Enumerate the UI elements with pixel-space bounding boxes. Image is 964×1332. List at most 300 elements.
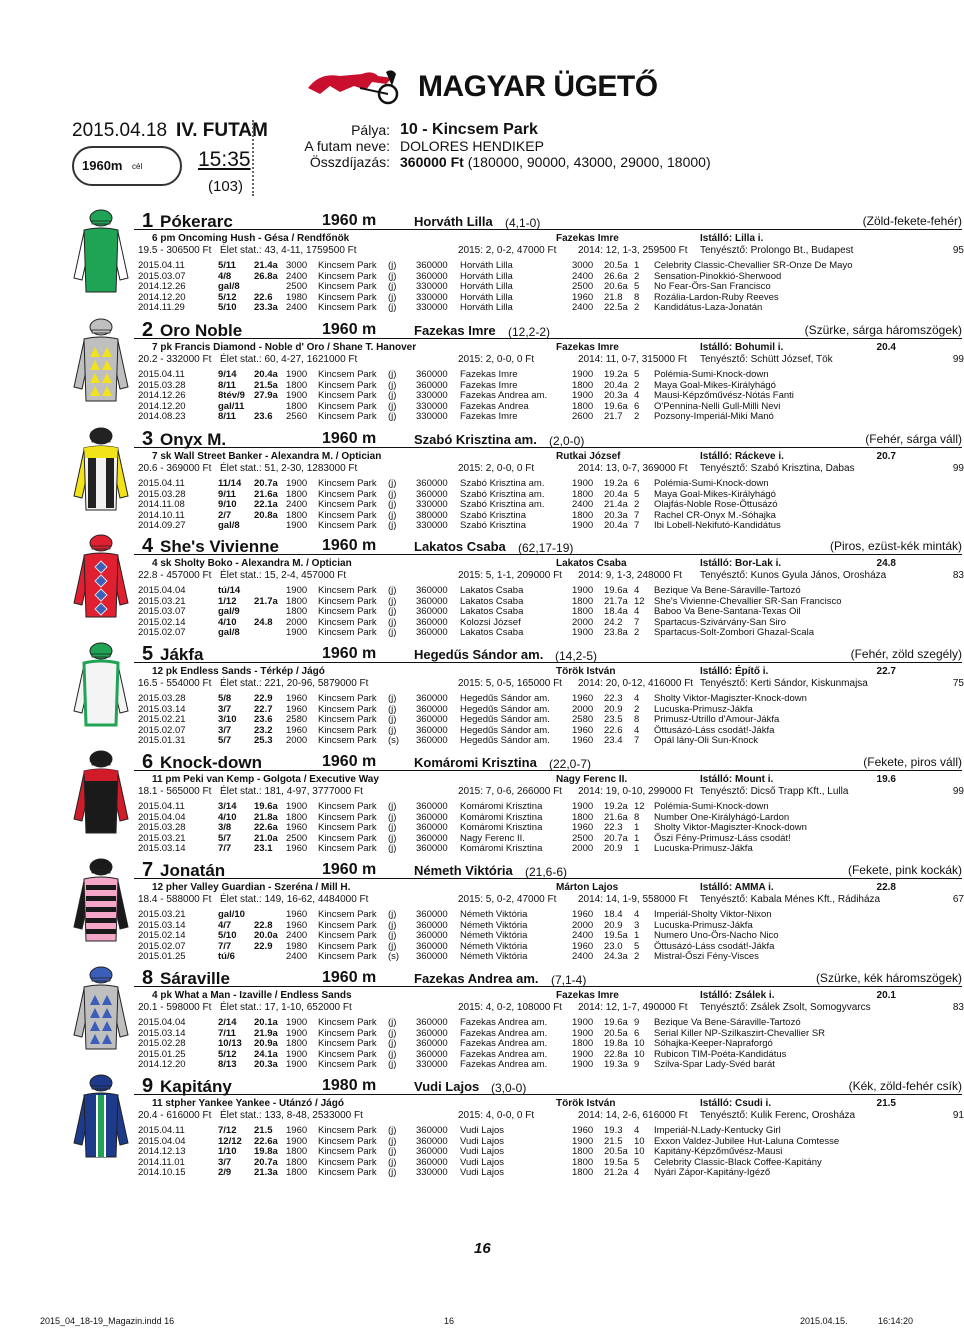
result-cell: Komáromi Krisztina xyxy=(460,822,543,834)
result-cell: 1900 xyxy=(572,801,594,812)
result-cell: 1800 xyxy=(572,811,594,823)
result-cell: Horváth Lilla xyxy=(460,281,513,293)
result-cell: 2014.11.01 xyxy=(138,1156,185,1168)
result-cell: Kincsem Park xyxy=(318,390,377,402)
silk-colors: (Szürke, kék háromszögek) xyxy=(815,971,962,985)
result-cell: Kincsem Park xyxy=(318,1156,377,1168)
result-cell: 3/14 xyxy=(218,801,237,812)
result-cell: (j) xyxy=(388,379,397,391)
result-cell: 2500 xyxy=(572,281,594,293)
result-cell: 2015.01.31 xyxy=(138,735,186,747)
result-cell: 360000 xyxy=(416,832,448,844)
entry-2 xyxy=(72,319,964,425)
result-cell: 8 xyxy=(634,291,640,303)
result-cell: 2015.03.14 xyxy=(138,1027,186,1039)
result-cell: Fazekas Andrea am. xyxy=(460,1038,548,1050)
result-cell: 2014.12.26 xyxy=(138,281,186,293)
result-cell: 1960 xyxy=(286,693,308,704)
driver-name: Hegedűs Sándor am. xyxy=(414,647,544,662)
prize-label: Összdíjazás: xyxy=(309,154,390,170)
result-cell: 5 xyxy=(634,1156,640,1168)
distance: 1960 m xyxy=(322,321,377,338)
result-cell: Kincsem Park xyxy=(318,714,377,726)
result-cell: Primusz-Utrillo d'Amour-Jákfa xyxy=(654,714,780,726)
result-cell: 21.7a xyxy=(604,595,628,607)
owner: Fazekas Imre xyxy=(556,342,619,353)
result-cell: 3000 xyxy=(572,260,594,271)
result-cell: 360000 xyxy=(416,627,448,639)
driver-record: (12,2-2) xyxy=(508,325,551,339)
stable: Istálló: Mount i. xyxy=(700,774,774,785)
result-cell: Polémia-Sumi-Knock-down xyxy=(654,369,769,380)
silk-colors: (Fehér, zöld szegély) xyxy=(850,647,962,661)
result-cell: 22.5a xyxy=(604,302,628,314)
result-cell: 6 xyxy=(634,1027,640,1039)
result-cell: 1800 xyxy=(572,1038,594,1050)
result-cell: 360000 xyxy=(416,488,448,500)
owner: Lakatos Csaba xyxy=(556,558,627,569)
result-cell: Kincsem Park xyxy=(318,400,377,412)
result-cell: Hegedűs Sándor am. xyxy=(460,693,550,704)
result-cell: 360000 xyxy=(416,1027,448,1039)
result-cell: 24.3a xyxy=(604,951,628,963)
result-cell: 1800 xyxy=(286,379,308,391)
result-cell: 360000 xyxy=(416,714,448,726)
result-cell: 2 xyxy=(634,411,640,423)
result-cell: 1800 xyxy=(286,400,308,412)
result-cell: 5/12 xyxy=(218,1048,237,1060)
result-cell: 2015.02.14 xyxy=(138,616,186,628)
prize-split: (180000, 90000, 43000, 29000, 18000) xyxy=(467,154,711,170)
stats-2015: 2015: 7, 0-6, 266000 Ft xyxy=(458,786,562,797)
result-cell: 2015.02.07 xyxy=(138,627,186,639)
entry-5 xyxy=(72,643,964,749)
result-cell: 2 xyxy=(634,302,640,314)
pedigree: 6 pm Oncoming Hush - Gésa / Rendfőnök xyxy=(152,233,350,244)
result-cell: 360000 xyxy=(416,919,448,931)
result-cell: (j) xyxy=(388,724,397,736)
result-cell: 20.3a xyxy=(604,509,628,521)
result-cell: 21.7a xyxy=(254,595,278,607)
result-cell: 2000 xyxy=(572,919,594,931)
result-cell: 20.9 xyxy=(604,843,623,855)
life-stats: Élet stat.: 51, 2-30, 1283000 Ft xyxy=(220,463,358,474)
result-cell: 20.5a xyxy=(604,260,628,271)
result-cell: 5/10 xyxy=(218,930,237,942)
result-cell: 2015.04.04 xyxy=(138,1017,186,1028)
result-cell: 2500 xyxy=(572,832,594,844)
life-stats: Élet stat.: 181, 4-97, 3777000 Ft xyxy=(220,786,363,797)
rating: 83 xyxy=(952,1002,964,1013)
result-cell: Kincsem Park xyxy=(318,606,377,618)
stats-2015: 2015: 2, 0-0, 0 Ft xyxy=(458,463,535,474)
result-cell: 7 xyxy=(634,616,640,628)
result-cell: Hegedűs Sándor am. xyxy=(460,703,550,715)
result-cell: 12 xyxy=(634,595,645,607)
result-cell: 2014.12.13 xyxy=(138,1146,186,1158)
result-cell: 19.3a xyxy=(604,1059,628,1071)
result-cell: 20.4a xyxy=(604,379,628,391)
horse-name: Knock-down xyxy=(160,753,262,772)
result-cell: 19.8a xyxy=(254,1146,278,1158)
distance: 1980 m xyxy=(322,1077,377,1094)
result-cell: Celebrity Classic-Chevallier SR-Onze De Mayo xyxy=(654,260,853,271)
breeder: Tenyésztő: Kerti Sándor, Kiskunmajsa xyxy=(700,678,868,689)
result-cell: 20.7a xyxy=(604,832,628,844)
result-cell: 2015.04.11 xyxy=(138,260,185,271)
result-cell: 2000 xyxy=(286,735,308,747)
distance: 1960 m xyxy=(322,537,377,554)
result-cell: Öttusázó-Láss csodát!-Jákfa xyxy=(654,940,775,952)
result-cell: 3/7 xyxy=(218,724,232,736)
result-cell: 360000 xyxy=(416,703,448,715)
result-cell: Kincsem Park xyxy=(318,1167,377,1179)
result-cell: 1800 xyxy=(286,1156,308,1168)
result-cell: 330000 xyxy=(416,499,448,511)
result-cell: Hegedűs Sándor am. xyxy=(460,714,550,726)
result-cell: 25.3 xyxy=(254,735,273,747)
result-cell: 360000 xyxy=(416,616,448,628)
result-cell: Kincsem Park xyxy=(318,616,377,628)
result-cell: Sholty Viktor-Magiszter-Knock-down xyxy=(654,822,807,834)
result-cell: 2015.03.21 xyxy=(138,832,186,844)
result-cell: gal/8 xyxy=(218,281,240,293)
start-number: 1 xyxy=(142,210,154,232)
result-cell: 21.4a xyxy=(604,499,628,511)
result-cell: Olajfás-Noble Rose-Öttusázó xyxy=(654,499,778,511)
record-prize: 18.1 - 565000 Ft xyxy=(138,786,212,797)
result-cell: 360000 xyxy=(416,801,448,812)
result-cell: 2015.03.07 xyxy=(138,606,186,618)
result-cell: 2015.02.28 xyxy=(138,1038,186,1050)
result-cell: Kincsem Park xyxy=(318,811,377,823)
result-cell: 20.9 xyxy=(604,703,623,715)
result-cell: 2000 xyxy=(572,843,594,855)
result-cell: 9/10 xyxy=(218,499,237,511)
result-cell: 21.5 xyxy=(604,1135,623,1147)
result-cell: 21.2a xyxy=(604,1167,628,1179)
result-cell: 23.6 xyxy=(254,411,273,423)
entry-7 xyxy=(72,859,964,965)
result-cell: Fazekas Andrea am. xyxy=(460,390,548,402)
result-cell: 9/14 xyxy=(218,369,237,380)
result-cell: 6 xyxy=(634,400,640,412)
result-cell: Kincsem Park xyxy=(318,919,377,931)
rating: 75 xyxy=(952,678,964,689)
start-number: 6 xyxy=(142,751,154,773)
result-cell: 330000 xyxy=(416,520,448,532)
result-cell: (j) xyxy=(388,919,397,931)
result-cell: 360000 xyxy=(416,1017,448,1028)
result-cell: 7 xyxy=(634,735,640,747)
result-cell: 20.1a xyxy=(254,1017,278,1028)
result-cell: 1960 xyxy=(286,703,308,715)
brand-logo xyxy=(300,66,658,110)
result-cell: (j) xyxy=(388,369,397,380)
life-stats: Élet stat.: 149, 16-62, 4484000 Ft xyxy=(220,894,369,905)
result-cell: (j) xyxy=(388,302,397,314)
result-cell: 22.7 xyxy=(254,703,273,715)
result-cell: 2400 xyxy=(286,270,308,282)
result-cell: (j) xyxy=(388,693,397,704)
result-cell: 2400 xyxy=(572,302,594,314)
result-cell: 4 xyxy=(634,1125,640,1136)
result-cell: 1800 xyxy=(286,509,308,521)
result-cell: 330000 xyxy=(416,281,448,293)
result-cell: (s) xyxy=(388,735,400,747)
result-cell: 4 xyxy=(634,693,640,704)
result-cell: Sóhajka-Keeper-Napraforgó xyxy=(654,1038,773,1050)
result-cell: Németh Viktória xyxy=(460,930,528,942)
result-cell: Lucuska-Primusz-Jákfa xyxy=(654,703,753,715)
pedigree: 12 pk Endless Sands - Térkép / Jágó xyxy=(152,666,325,677)
silks-icon xyxy=(72,317,130,406)
result-cell: 2400 xyxy=(572,951,594,963)
result-cell: (j) xyxy=(388,1038,397,1050)
best-time: 22.8 xyxy=(876,882,896,893)
result-cell: Kincsem Park xyxy=(318,478,377,489)
result-cell: 20.3a xyxy=(254,1059,278,1071)
entry-3 xyxy=(72,428,964,534)
result-cell: 19.5a xyxy=(604,930,628,942)
result-cell: (j) xyxy=(388,1135,397,1147)
result-cell: Fazekas Andrea am. xyxy=(460,1017,548,1028)
result-cell: 2400 xyxy=(572,930,594,942)
driver-name: Németh Viktória xyxy=(414,863,513,878)
result-cell: 2015.03.28 xyxy=(138,822,186,834)
result-cell: Kincsem Park xyxy=(318,1038,377,1050)
silks-icon xyxy=(72,749,130,838)
result-cell: 19.6a xyxy=(254,801,278,812)
result-cell: Szabó Krisztina am. xyxy=(460,499,545,511)
result-cell: 22.6a xyxy=(254,1135,278,1147)
silks-icon xyxy=(72,533,130,622)
result-cell: 2015.04.04 xyxy=(138,585,186,596)
result-cell: 330000 xyxy=(416,1167,448,1179)
result-cell: Opál lány-Oli Sun-Knock xyxy=(654,735,759,747)
result-cell: 19.6a xyxy=(604,585,628,596)
result-cell: Kincsem Park xyxy=(318,488,377,500)
race-number: IV. FUTAM xyxy=(176,120,268,141)
result-cell: Kincsem Park xyxy=(318,627,377,639)
entry-header xyxy=(134,753,962,771)
driver-name: Szabó Krisztina am. xyxy=(414,432,537,447)
result-cell: Pozsony-Imperiál-Miki Manó xyxy=(654,411,774,423)
result-cell: Spartacus-Szivárvány-San Siro xyxy=(654,616,786,628)
result-cell: 360000 xyxy=(416,369,448,380)
result-cell: 5/10 xyxy=(218,302,237,314)
result-cell: Kincsem Park xyxy=(318,1146,377,1158)
result-cell: 21.5 xyxy=(254,1125,273,1136)
result-cell: Kincsem Park xyxy=(318,832,377,844)
entry-header xyxy=(134,1077,962,1095)
track-distance: 1960m xyxy=(82,158,123,173)
result-cell: Numero Uno-Örs-Nacho Nico xyxy=(654,930,779,942)
result-cell: 2 xyxy=(634,627,640,639)
result-cell: 26.8a xyxy=(254,270,278,282)
driver-name: Fazekas Andrea am. xyxy=(414,971,539,986)
result-cell: 4/7 xyxy=(218,919,232,931)
result-cell: 10/13 xyxy=(218,1038,242,1050)
result-cell: Kincsem Park xyxy=(318,411,377,423)
result-cell: 4 xyxy=(634,1167,640,1179)
result-cell: Kincsem Park xyxy=(318,822,377,834)
result-cell: 3/7 xyxy=(218,703,232,715)
result-cell: 330000 xyxy=(416,390,448,402)
result-cell: 21.3a xyxy=(254,1167,278,1179)
result-cell: 8/11 xyxy=(218,411,236,423)
result-cell: 2015.03.14 xyxy=(138,843,186,855)
result-cell: 19.6a xyxy=(604,1017,628,1028)
result-cell: 360000 xyxy=(416,379,448,391)
result-cell: 21.6a xyxy=(604,811,628,823)
entry-9 xyxy=(72,1075,964,1181)
silk-colors: (Zöld-fekete-fehér) xyxy=(862,214,962,228)
record-prize: 19.5 - 306500 Ft xyxy=(138,245,212,256)
entry-4 xyxy=(72,535,964,641)
result-cell: 3/7 xyxy=(218,1156,232,1168)
result-cell: Kincsem Park xyxy=(318,260,377,271)
result-cell: 22.6a xyxy=(254,822,278,834)
result-cell: 18.4 xyxy=(604,909,623,920)
result-cell: Kincsem Park xyxy=(318,1048,377,1060)
best-time: 20.7 xyxy=(876,451,896,462)
result-cell: Komáromi Krisztina xyxy=(460,843,543,855)
breeder: Tenyésztő: Schütt József, Tök xyxy=(700,354,833,365)
result-cell: 2580 xyxy=(286,714,308,726)
result-cell: 22.8a xyxy=(604,1048,628,1060)
result-cell: 2014.10.15 xyxy=(138,1167,186,1179)
result-cell: 22.6 xyxy=(604,724,623,736)
result-cell: 2015.03.14 xyxy=(138,703,186,715)
result-cell: Imperiál-Sholty Viktor-Nixon xyxy=(654,909,772,920)
result-cell: 360000 xyxy=(416,909,448,920)
pedigree: 11 stpher Yankee Yankee - Utánzó / Jágó xyxy=(152,1098,344,1109)
result-cell: Kincsem Park xyxy=(318,930,377,942)
start-number: 7 xyxy=(142,859,154,881)
result-cell: 1800 xyxy=(572,379,594,391)
result-cell: Szabó Krisztina xyxy=(460,509,527,521)
result-cell: 1960 xyxy=(572,940,594,952)
driver-name: Lakatos Csaba xyxy=(414,539,506,554)
result-cell: Polémia-Sumi-Knock-down xyxy=(654,478,769,489)
breeder: Tenyésztő: Dicső Trapp Kft., Lulla xyxy=(700,786,849,797)
result-cell: gal/10 xyxy=(218,909,245,920)
result-cell: 2014.11.08 xyxy=(138,499,185,511)
result-cell: gal/8 xyxy=(218,627,240,639)
silks-icon xyxy=(72,857,130,946)
result-cell: Serial Killer NP-Szilkaszirt-Chevallier SR xyxy=(654,1027,826,1039)
result-cell: 2014.09.27 xyxy=(138,520,186,532)
result-cell: 24.1a xyxy=(254,1048,278,1060)
driver-record: (62,17-19) xyxy=(518,541,574,555)
result-cell: 1900 xyxy=(286,585,308,596)
stats-2015: 2015: 5, 0-2, 47000 Ft xyxy=(458,894,557,905)
result-cell: Szabó Krisztina am. xyxy=(460,478,545,489)
result-cell: (s) xyxy=(388,951,400,963)
result-cell: 360000 xyxy=(416,1135,448,1147)
result-cell: 2015.03.28 xyxy=(138,379,186,391)
result-cell: Fazekas Imre xyxy=(460,411,518,423)
result-cell: 1 xyxy=(634,832,640,844)
result-cell: 8tév/9 xyxy=(218,390,245,402)
result-cell: 23.6 xyxy=(254,714,273,726)
result-cell: 23.2 xyxy=(254,724,273,736)
result-cell: 22.6 xyxy=(254,291,273,303)
result-cell: 5/8 xyxy=(218,693,232,704)
breeder: Tenyésztő: Kulik Ferenc, Orosháza xyxy=(700,1110,856,1121)
result-cell: (j) xyxy=(388,1027,397,1039)
prize-value: 360000 Ft xyxy=(400,154,464,170)
result-cell: 2015.01.25 xyxy=(138,1048,186,1060)
result-cell: Polémia-Sumi-Knock-down xyxy=(654,801,769,812)
result-cell: Imperiál-N.Lady-Kentucky Girl xyxy=(654,1125,781,1136)
silk-colors: (Szürke, sárga háromszögek) xyxy=(804,323,962,337)
result-cell: 380000 xyxy=(416,509,448,521)
result-cell: 2000 xyxy=(572,616,594,628)
result-cell: 2600 xyxy=(572,411,594,423)
result-cell: Kincsem Park xyxy=(318,1017,377,1028)
result-cell: (j) xyxy=(388,520,397,532)
result-cell: Németh Viktória xyxy=(460,919,528,931)
result-cell: 12 xyxy=(634,801,645,812)
result-cell: 1900 xyxy=(572,369,594,380)
result-cell: 10 xyxy=(634,1048,645,1060)
result-cell: 330000 xyxy=(416,400,448,412)
result-cell: 330000 xyxy=(416,411,448,423)
start-number: 9 xyxy=(142,1075,154,1097)
result-cell: Sholty Viktor-Magiszter-Knock-down xyxy=(654,693,807,704)
silks-icon xyxy=(72,208,130,297)
result-cell: Kincsem Park xyxy=(318,940,377,952)
result-cell: Fazekas Andrea am. xyxy=(460,1048,548,1060)
best-time: 20.1 xyxy=(876,990,896,1001)
result-cell: 1 xyxy=(634,930,640,942)
result-cell: 1800 xyxy=(286,1146,308,1158)
owner: Fazekas Imre xyxy=(556,990,619,1001)
result-cell: Celebrity Classic-Black Coffee-Kapitány xyxy=(654,1156,822,1168)
result-cell: Őszi Fény-Primusz-Láss csodát! xyxy=(654,832,791,844)
horse-name: Jonatán xyxy=(160,861,226,880)
result-cell: No Fear-Örs-San Francisco xyxy=(654,281,771,293)
result-cell: 20.7a xyxy=(254,1156,278,1168)
result-cell: 24.8 xyxy=(254,616,273,628)
result-cell: Németh Viktória xyxy=(460,909,528,920)
result-cell: Fazekas Imre xyxy=(460,369,518,380)
stable: Istálló: Építő i. xyxy=(700,666,769,677)
result-cell: Mistral-Őszi Fény-Visces xyxy=(654,951,759,963)
result-cell: Ibi Lobell-Nekifutó-Kandidátus xyxy=(654,520,781,532)
result-cell: 2014.08.23 xyxy=(138,411,186,423)
result-cell: 8/11 xyxy=(218,379,236,391)
rating: 99 xyxy=(952,463,964,474)
distance: 1960 m xyxy=(322,861,377,878)
result-cell: 5 xyxy=(634,940,640,952)
result-cell: Rachel CR-Onyx M.-Sóhajka xyxy=(654,509,776,521)
result-cell: Kandidátus-Laza-Jonatán xyxy=(654,302,763,314)
result-cell: 19.5a xyxy=(604,1156,628,1168)
result-cell: 9 xyxy=(634,1017,640,1028)
result-cell: 1900 xyxy=(286,369,308,380)
result-cell: 3 xyxy=(634,919,640,931)
footer-date: 2015.04.15. xyxy=(800,1316,848,1326)
page-number: 16 xyxy=(474,1240,491,1257)
result-cell: 5/12 xyxy=(218,291,237,303)
result-cell: 21.9a xyxy=(254,1027,278,1039)
start-number: 4 xyxy=(142,535,154,557)
stable: Istálló: Zsálek i. xyxy=(700,990,775,1001)
result-cell: Kincsem Park xyxy=(318,595,377,607)
